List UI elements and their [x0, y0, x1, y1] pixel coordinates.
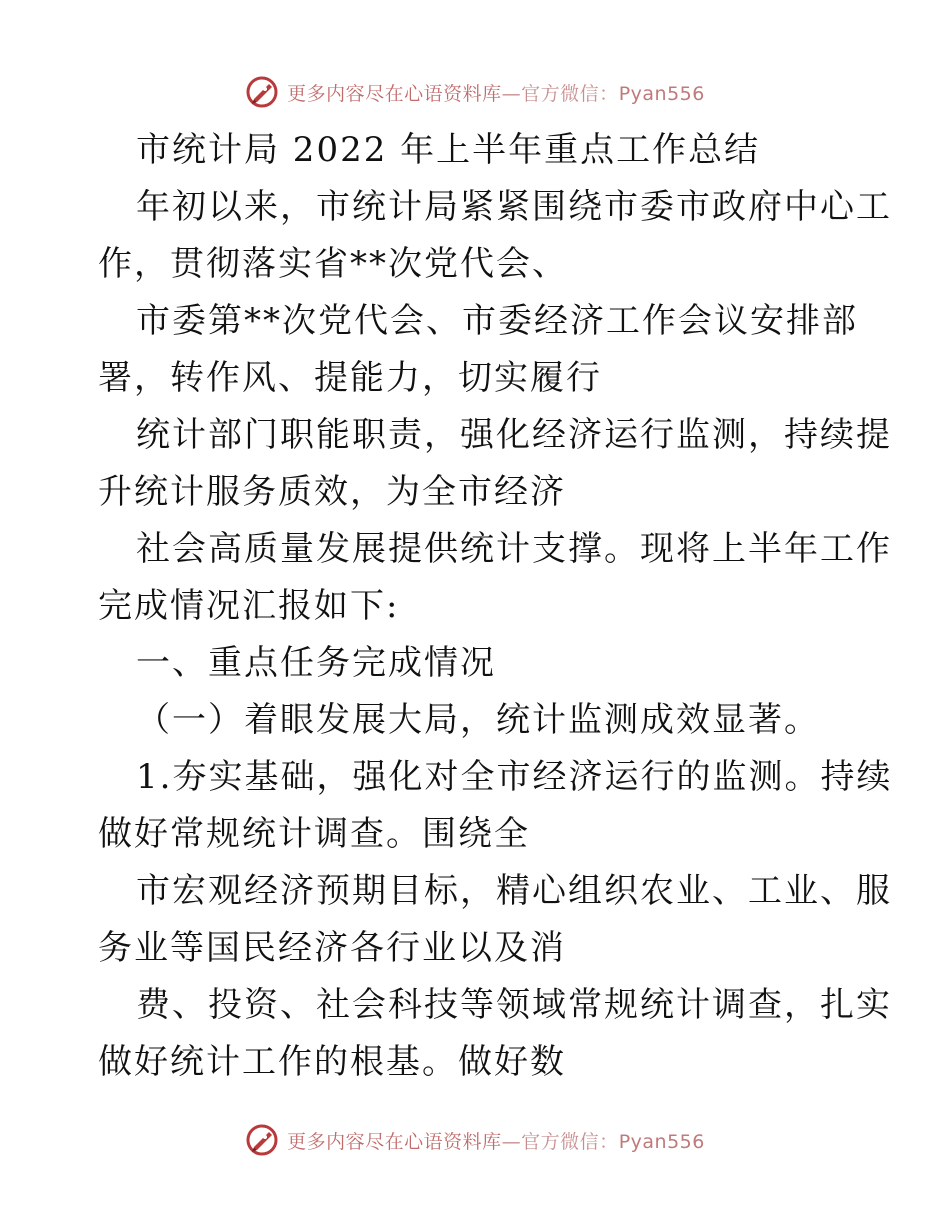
paragraph-line: 署，转作风、提能力，切实履行 [98, 358, 602, 398]
watermark-text [287, 79, 705, 106]
paragraph-line: 做好统计工作的根基。做好数 [98, 1042, 566, 1082]
watermark-brand: 更多内容尽在心语资料库 [287, 1130, 502, 1153]
paragraph-line: 完成情况汇报如下: [98, 586, 400, 626]
paragraph-line: 升统计服务质效，为全市经济 [98, 472, 566, 512]
header-watermark [0, 70, 950, 114]
watermark-wechat-id: Pyan556 [618, 1130, 705, 1153]
paragraph-line: 费、投资、社会科技等领域常规统计调查，扎实 [136, 985, 892, 1025]
watermark-separator: — [501, 1130, 522, 1153]
paragraph-line: 作，贯彻落实省**次党代会、 [98, 244, 568, 284]
document-body [98, 122, 893, 1091]
watermark-label: 官方微信： [521, 1130, 619, 1153]
paragraph-line: 1.夯实基础，强化对全市经济运行的监测。持续 [136, 757, 893, 797]
watermark-brand: 更多内容尽在心语资料库 [287, 82, 502, 105]
paragraph-line: 务业等国民经济各行业以及消 [98, 928, 566, 968]
watermark-label: 官方微信： [521, 82, 619, 105]
document-title: 市统计局 2022 年上半年重点工作总结 [136, 130, 761, 170]
footer-watermark [0, 1118, 950, 1162]
pen-logo-icon [245, 1123, 279, 1157]
watermark-text [287, 1127, 705, 1154]
pen-logo-icon [245, 75, 279, 109]
subsection-heading: （一）着眼发展大局，统计监测成效显著。 [136, 700, 820, 740]
watermark-separator: — [501, 82, 522, 105]
section-heading: 一、重点任务完成情况 [136, 643, 496, 683]
paragraph-line: 市委第**次党代会、市委经济工作会议安排部 [136, 301, 858, 341]
paragraph-line: 社会高质量发展提供统计支撑。现将上半年工作 [136, 529, 892, 569]
watermark-wechat-id: Pyan556 [618, 82, 705, 105]
paragraph-line: 年初以来，市统计局紧紧围绕市委市政府中心工 [136, 187, 892, 227]
paragraph-line: 做好常规统计调查。围绕全 [98, 814, 530, 854]
paragraph-line: 市宏观经济预期目标，精心组织农业、工业、服 [136, 871, 892, 911]
paragraph-line: 统计部门职能职责，强化经济运行监测，持续提 [136, 415, 892, 455]
